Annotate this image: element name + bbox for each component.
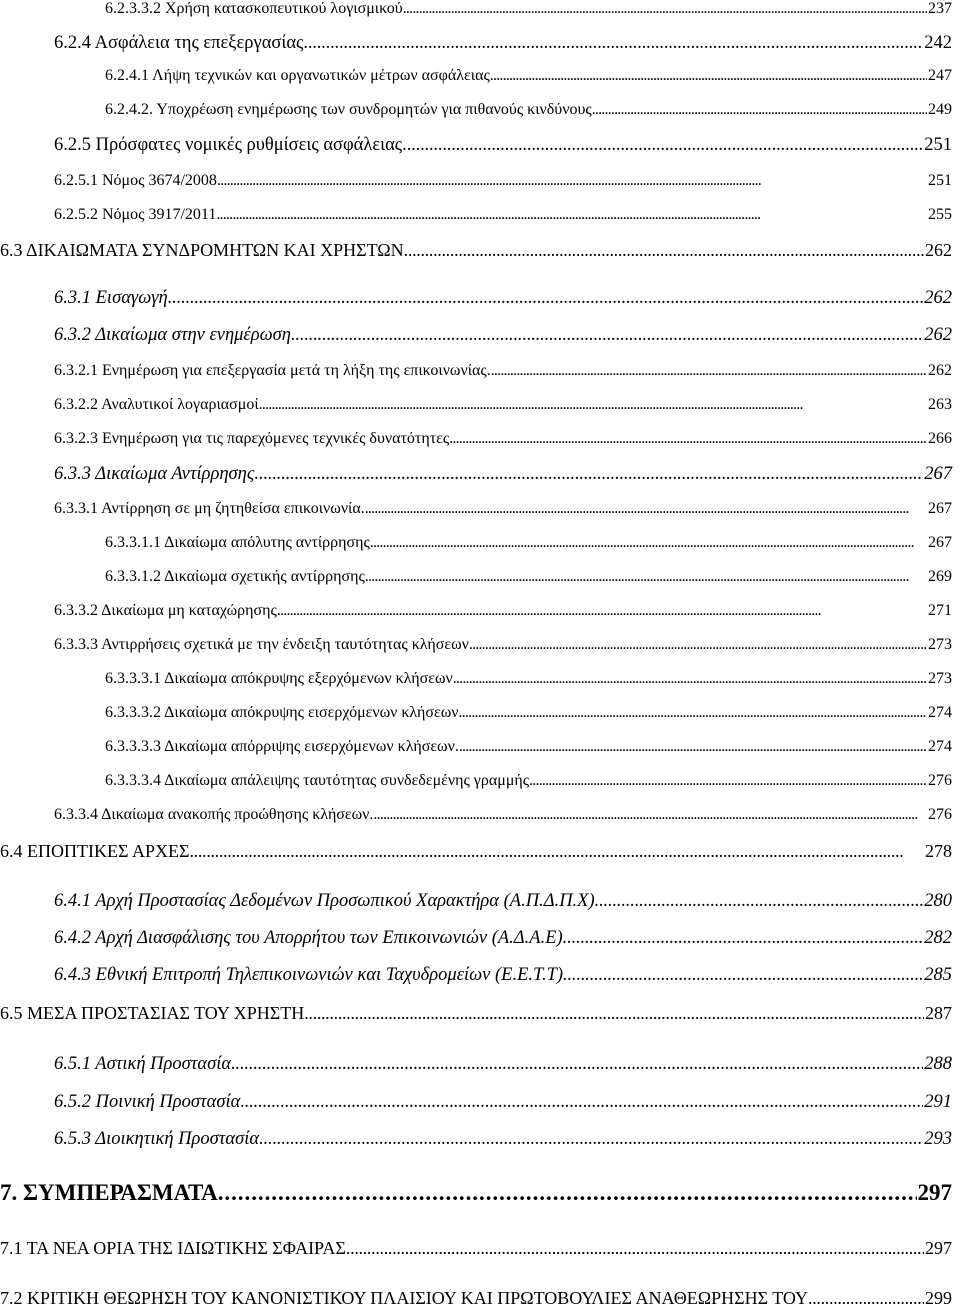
toc-entry[interactable] <box>105 534 952 552</box>
toc-entry-title: 6.2.5 Πρόσφατες νομικές ρυθμίσεις ασφάλειας. <box>54 135 407 155</box>
toc-entry-title: 6.3.3.1.1 Δικαίωμα απόλυτης αντίρρησης <box>105 534 370 551</box>
toc-entry-title: 6.4.1 Αρχή Προστασίας Δεδομένων Προσωπικού Χαρακτήρα (Α.Π.Δ.Π.Χ) <box>54 891 595 911</box>
toc-page-number: 251 <box>924 135 952 155</box>
toc-entry[interactable] <box>54 288 952 309</box>
toc-entry-title: 6.3.3.3 Αντιρρήσεις σχετικά με την ένδειξη ταυτότητας κλήσεων <box>54 636 469 653</box>
toc-entry-title: 7.1 ΤΑ ΝΕΑ ΟΡΙΑ ΤΗΣ ΙΔΙΩΤΙΚΗΣ ΣΦΑΙΡΑΣ <box>0 1238 346 1258</box>
toc-entry-title: 6.2.3.3.2 Χρήση κατασκοπευτικού λογισμικού <box>105 0 403 17</box>
toc-entry[interactable] <box>54 206 952 224</box>
toc-entry[interactable] <box>54 891 952 912</box>
toc-leader <box>189 841 924 862</box>
toc-entry[interactable] <box>105 738 952 756</box>
toc-entry-title: 6.3.3.3.2 Δικαίωμα απόκρυψης εισερχόμενων κλήσεων <box>105 704 459 721</box>
toc-page-number: 293 <box>924 1129 952 1149</box>
toc-entry[interactable] <box>54 1129 952 1150</box>
toc-page-number: 262 <box>924 288 952 308</box>
toc-entry[interactable] <box>54 172 952 190</box>
toc-entry[interactable] <box>105 704 952 722</box>
toc-entry-title: 6.5.2 Ποινική Προστασία <box>54 1092 241 1112</box>
toc-entry[interactable] <box>54 806 952 824</box>
toc-entry-title: 6.3.3.3.4 Δικαίωμα απάλειψης ταυτότητας συνδεδεμένης γραμμής <box>105 772 530 789</box>
toc-page-number: 274 <box>928 738 952 755</box>
toc-entry[interactable] <box>0 1180 952 1206</box>
toc-entry-title: 7.2 ΚΡΙΤΙΚΗ ΘΕΩΡΗΣΗ ΤΟΥ ΚΑΝΟΝΙΣΤΙΚΟΥ ΠΛΑΙΣΙΟΥ ΚΑΙ ΠΡΩΤΟΒΟΥΛΙΕΣ ΑΝΑΘΕΩΡΗΣΗΣ ΤΟΥ <box>0 1288 808 1308</box>
toc-page-number: 299 <box>925 1288 952 1308</box>
toc-page-number: 278 <box>925 841 952 861</box>
toc-entry[interactable] <box>54 1092 952 1113</box>
toc-entry-title: 6.2.4.2. Υποχρέωση ενημέρωσης των συνδρομητών για πιθανούς κινδύνους <box>105 101 592 118</box>
toc-entry-title: 6.4.3 Εθνική Επιτροπή Τηλεπικοινωνιών και Ταχυδρομείων (Ε.Ε.Τ.Τ) <box>54 965 564 985</box>
toc-entry[interactable] <box>0 1003 952 1024</box>
toc-page-number: 273 <box>928 670 952 687</box>
toc-page-number: 297 <box>917 1180 952 1205</box>
toc-entry-title: 6.5 ΜΕΣΑ ΠΡΟΣΤΑΣΙΑΣ ΤΟΥ ΧΡΗΣΤΗ <box>0 1003 305 1023</box>
toc-entry-title: 6.3.3.3.3 Δικαίωμα απόρριψης εισερχόμενων κλήσεων. <box>105 738 459 755</box>
toc-leader <box>403 0 927 18</box>
toc-leader <box>459 704 927 722</box>
toc-entry[interactable] <box>54 965 952 986</box>
toc-entry[interactable] <box>54 500 952 518</box>
toc-entry-title: 6.3.3 Δικαίωμα Αντίρρησης. <box>54 464 259 484</box>
toc-entry[interactable] <box>54 1054 952 1075</box>
toc-leader <box>491 362 927 380</box>
toc-entry[interactable] <box>54 396 952 414</box>
toc-page-number: 262 <box>928 362 952 379</box>
toc-entry-title: 6.3 ΔΙΚΑΙΩΜΑΤΑ ΣΥΝΔΡΟΜΗΤΩΝ ΚΑΙ ΧΡΗΣΤΩΝ <box>0 240 404 260</box>
toc-leader <box>218 1180 917 1206</box>
toc-leader <box>563 928 924 949</box>
toc-leader <box>563 965 923 986</box>
toc-leader <box>216 206 927 224</box>
toc-page-number: 287 <box>925 1003 952 1023</box>
toc-leader <box>449 430 927 448</box>
toc-page-number: 247 <box>928 67 952 84</box>
toc-leader <box>365 500 927 518</box>
toc-entry-title: 6.3.1 Εισαγωγή <box>54 288 168 308</box>
toc-leader <box>346 1238 924 1259</box>
toc-page-number: 285 <box>924 965 952 985</box>
toc-entry[interactable] <box>105 568 952 586</box>
toc-entry-title: 6.2.4.1 Λήψη τεχνικών και οργανωτικών μέτρων ασφάλειας <box>105 67 490 84</box>
toc-leader <box>217 172 927 190</box>
toc-leader <box>373 806 927 824</box>
toc-leader <box>259 1129 923 1150</box>
toc-leader <box>808 1288 924 1309</box>
toc-page-number: 273 <box>928 636 952 653</box>
toc-leader <box>490 67 927 85</box>
toc-entry-title: 7. ΣΥΜΠΕΡΑΣΜΑΤΑ <box>0 1180 218 1205</box>
toc-entry-title: 6.2.5.1 Νόμος 3674/2008 <box>54 172 217 189</box>
toc-leader <box>453 670 927 688</box>
toc-page-number: 282 <box>924 928 952 948</box>
toc-page-number: 262 <box>925 240 952 260</box>
toc-entry[interactable] <box>0 1238 952 1259</box>
toc-entry-title: 6.4.2 Αρχή Διασφάλισης του Απορρήτου των Επικοινωνιών (Α.Δ.Α.Ε) <box>54 928 563 948</box>
toc-entry[interactable] <box>105 0 952 18</box>
toc-page-number: 291 <box>924 1092 952 1112</box>
toc-leader <box>529 772 927 790</box>
toc-entry-title: 6.3.2.1 Ενημέρωση για επεξεργασία μετά τη λήξη της επικοινωνίας. <box>54 362 491 379</box>
toc-entry[interactable] <box>54 325 952 346</box>
toc-entry-title: 6.4 ΕΠΟΠΤΙΚΕΣ ΑΡΧΕΣ <box>0 841 190 861</box>
toc-entry[interactable] <box>0 1288 952 1309</box>
toc-page-number: 276 <box>928 772 952 789</box>
toc-page-number: 263 <box>928 396 952 413</box>
toc-entry[interactable] <box>54 362 952 380</box>
toc-entry-title: 6.3.2 Δικαίωμα στην ενημέρωση <box>54 325 291 345</box>
toc-page-number: 242 <box>924 33 952 53</box>
toc-entry[interactable] <box>54 928 952 949</box>
toc-page-number: 267 <box>928 534 952 551</box>
toc-leader <box>240 1092 923 1113</box>
toc-leader <box>404 240 924 261</box>
toc-leader <box>231 1054 923 1075</box>
toc-leader <box>259 396 927 414</box>
toc-entry-title: 6.3.2.2 Αναλυτικοί λογαριασμοί <box>54 396 259 413</box>
toc-leader <box>595 891 924 912</box>
toc-page-number: 271 <box>928 602 952 619</box>
toc-entry[interactable] <box>54 464 952 485</box>
toc-page-number: 297 <box>925 1238 952 1258</box>
toc-page-number: 269 <box>928 568 952 585</box>
toc-entry-title: 6.5.1 Αστική Προστασία <box>54 1054 232 1074</box>
toc-leader <box>304 1003 924 1024</box>
toc-page-number: 276 <box>928 806 952 823</box>
toc-leader <box>407 135 924 156</box>
toc-page-number: 266 <box>928 430 952 447</box>
toc-leader <box>469 636 927 654</box>
toc-page-number: 267 <box>924 464 952 484</box>
toc-entry[interactable] <box>105 772 952 790</box>
toc-leader <box>370 534 927 552</box>
toc-entry-title: 6.3.3.4 Δικαίωμα ανακοπής προώθησης κλήσεων. <box>54 806 374 823</box>
toc-entry-title: 6.3.2.3 Ενημέρωση για τις παρεχόμενες τεχνικές δυνατότητες <box>54 430 450 447</box>
toc-page-number: 274 <box>928 704 952 721</box>
toc-entry[interactable] <box>54 636 952 654</box>
toc-entry[interactable] <box>0 841 952 862</box>
toc-page-number: 262 <box>924 325 952 345</box>
toc-leader <box>365 568 927 586</box>
toc-entry[interactable] <box>105 670 952 688</box>
toc-leader <box>291 325 923 346</box>
toc-entry-title: 6.5.3 Διοικητική Προστασία <box>54 1129 260 1149</box>
toc-page-number: 255 <box>928 206 952 223</box>
toc-page-number: 288 <box>924 1054 952 1074</box>
toc-entry-title: 6.3.3.1.2 Δικαίωμα σχετικής αντίρρησης <box>105 568 365 585</box>
toc-entry[interactable] <box>54 33 952 54</box>
toc-leader <box>168 288 924 309</box>
toc-page-number: 280 <box>924 891 952 911</box>
toc-entry[interactable] <box>0 240 952 261</box>
toc-leader <box>592 101 927 119</box>
toc-leader <box>303 33 923 54</box>
toc-page-number: 237 <box>928 0 952 17</box>
toc-entry-title: 6.3.3.1 Αντίρρηση σε μη ζητηθείσα επικοινωνία. <box>54 500 365 517</box>
toc-entry-title: 6.3.3.2 Δικαίωμα μη καταχώρησης <box>54 602 277 619</box>
toc-entry-title: 6.2.4 Ασφάλεια της επεξεργασίας <box>54 33 304 53</box>
toc-entry-title: 6.3.3.3.1 Δικαίωμα απόκρυψης εξερχόμενων κλήσεων <box>105 670 453 687</box>
toc-entry[interactable] <box>105 101 952 119</box>
toc-leader <box>277 602 927 620</box>
toc-entry[interactable] <box>54 135 952 156</box>
toc-entry-title: 6.2.5.2 Νόμος 3917/2011 <box>54 206 217 223</box>
toc-page-number: 251 <box>928 172 952 189</box>
toc-page-number: 249 <box>928 101 952 118</box>
toc-leader <box>259 464 923 485</box>
toc-page-number: 267 <box>928 500 952 517</box>
toc-entry[interactable] <box>105 67 952 85</box>
toc-entry[interactable] <box>54 430 952 448</box>
toc-leader <box>459 738 927 756</box>
toc-entry[interactable] <box>54 602 952 620</box>
